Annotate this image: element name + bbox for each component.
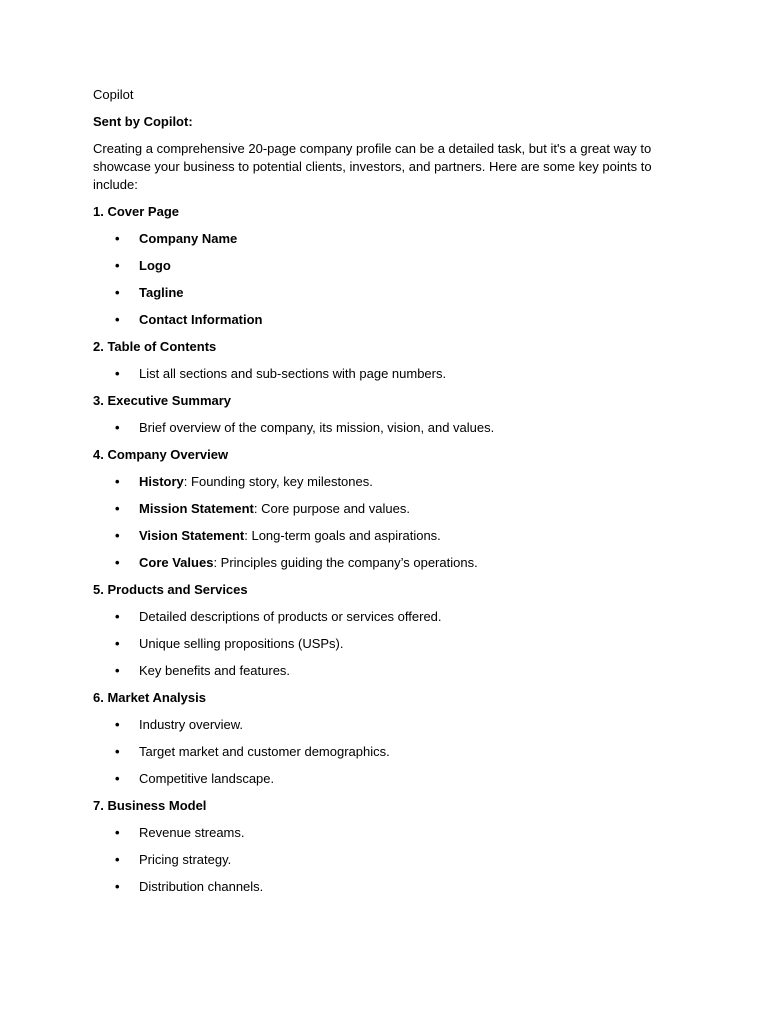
list-item-text: List all sections and sub-sections with page numbers. xyxy=(139,366,447,381)
list-item-text: : Core purpose and values. xyxy=(253,501,410,516)
sender-label: Sent by Copilot: xyxy=(93,114,193,129)
section-heading: 3. Executive Summary xyxy=(93,393,232,408)
bullet-icon: • xyxy=(115,636,120,651)
bullet-list xyxy=(93,608,663,680)
bullet-icon: • xyxy=(115,528,120,543)
section-heading: 6. Market Analysis xyxy=(93,690,206,705)
section-heading: 7. Business Model xyxy=(93,798,207,813)
list-item-text: Competitive landscape. xyxy=(139,771,275,786)
bullet-icon: • xyxy=(115,285,120,300)
list-item xyxy=(93,824,663,842)
section-heading: 1. Cover Page xyxy=(93,204,179,219)
list-item-bold-text: Logo xyxy=(139,258,171,273)
bullet-icon: • xyxy=(115,501,120,516)
bullet-icon: • xyxy=(115,852,120,867)
list-item-bold-text: Contact Information xyxy=(139,312,263,327)
document-content xyxy=(93,86,663,905)
document-title: Copilot xyxy=(93,87,134,102)
list-item-text: Key benefits and features. xyxy=(139,663,291,678)
bullet-list xyxy=(93,473,663,572)
list-item-bold-text: History xyxy=(139,474,184,489)
bullet-icon: • xyxy=(115,420,120,435)
list-item xyxy=(93,608,663,626)
list-item xyxy=(93,554,663,572)
bullet-icon: • xyxy=(115,825,120,840)
bullet-icon: • xyxy=(115,609,120,624)
list-item xyxy=(93,311,663,329)
list-item-bold-text: Mission Statement xyxy=(139,501,254,516)
list-item-text: : Long-term goals and aspirations. xyxy=(244,528,441,543)
bullet-icon: • xyxy=(115,717,120,732)
list-item xyxy=(93,716,663,734)
list-item xyxy=(93,257,663,275)
bullet-icon: • xyxy=(115,474,120,489)
bullet-icon: • xyxy=(115,366,120,381)
list-item xyxy=(93,500,663,518)
list-item-text: Pricing strategy. xyxy=(139,852,232,867)
list-item-bold-text: Vision Statement xyxy=(139,528,245,543)
bullet-icon: • xyxy=(115,258,120,273)
bullet-icon: • xyxy=(115,663,120,678)
list-item xyxy=(93,365,663,383)
list-item xyxy=(93,878,663,896)
bullet-list xyxy=(93,419,663,437)
list-item xyxy=(93,527,663,545)
list-item-text: Distribution channels. xyxy=(139,879,264,894)
bullet-list xyxy=(93,716,663,788)
list-item-text: Detailed descriptions of products or services offered. xyxy=(139,609,442,624)
list-item-text: Brief overview of the company, its mission, vision, and values. xyxy=(139,420,495,435)
bullet-icon: • xyxy=(115,879,120,894)
list-item-text: : Founding story, key milestones. xyxy=(183,474,373,489)
list-item-text: Unique selling propositions (USPs). xyxy=(139,636,344,651)
list-item xyxy=(93,230,663,248)
list-item xyxy=(93,662,663,680)
list-item-bold-text: Core Values xyxy=(139,555,214,570)
bullet-icon: • xyxy=(115,312,120,327)
list-item xyxy=(93,284,663,302)
bullet-icon: • xyxy=(115,231,120,246)
sections-container xyxy=(93,203,663,896)
list-item xyxy=(93,743,663,761)
section-heading: 2. Table of Contents xyxy=(93,339,217,354)
list-item-bold-text: Tagline xyxy=(139,285,184,300)
list-item xyxy=(93,419,663,437)
bullet-icon: • xyxy=(115,744,120,759)
list-item xyxy=(93,635,663,653)
bullet-icon: • xyxy=(115,771,120,786)
bullet-list xyxy=(93,230,663,329)
list-item-text: Revenue streams. xyxy=(139,825,245,840)
bullet-list xyxy=(93,824,663,896)
list-item-text: Industry overview. xyxy=(139,717,244,732)
section-heading: 4. Company Overview xyxy=(93,447,229,462)
list-item xyxy=(93,770,663,788)
list-item-text: Target market and customer demographics. xyxy=(139,744,390,759)
intro-paragraph: Creating a comprehensive 20-page company profile can be a detailed task, but it's a great way to showcase your business to potential clients, investors, and partners. Here are some key points to include: xyxy=(93,141,652,192)
bullet-icon: • xyxy=(115,555,120,570)
bullet-list xyxy=(93,365,663,383)
list-item xyxy=(93,851,663,869)
list-item-text: : Principles guiding the company’s operations. xyxy=(213,555,478,570)
list-item-bold-text: Company Name xyxy=(139,231,238,246)
section-heading: 5. Products and Services xyxy=(93,582,248,597)
list-item xyxy=(93,473,663,491)
